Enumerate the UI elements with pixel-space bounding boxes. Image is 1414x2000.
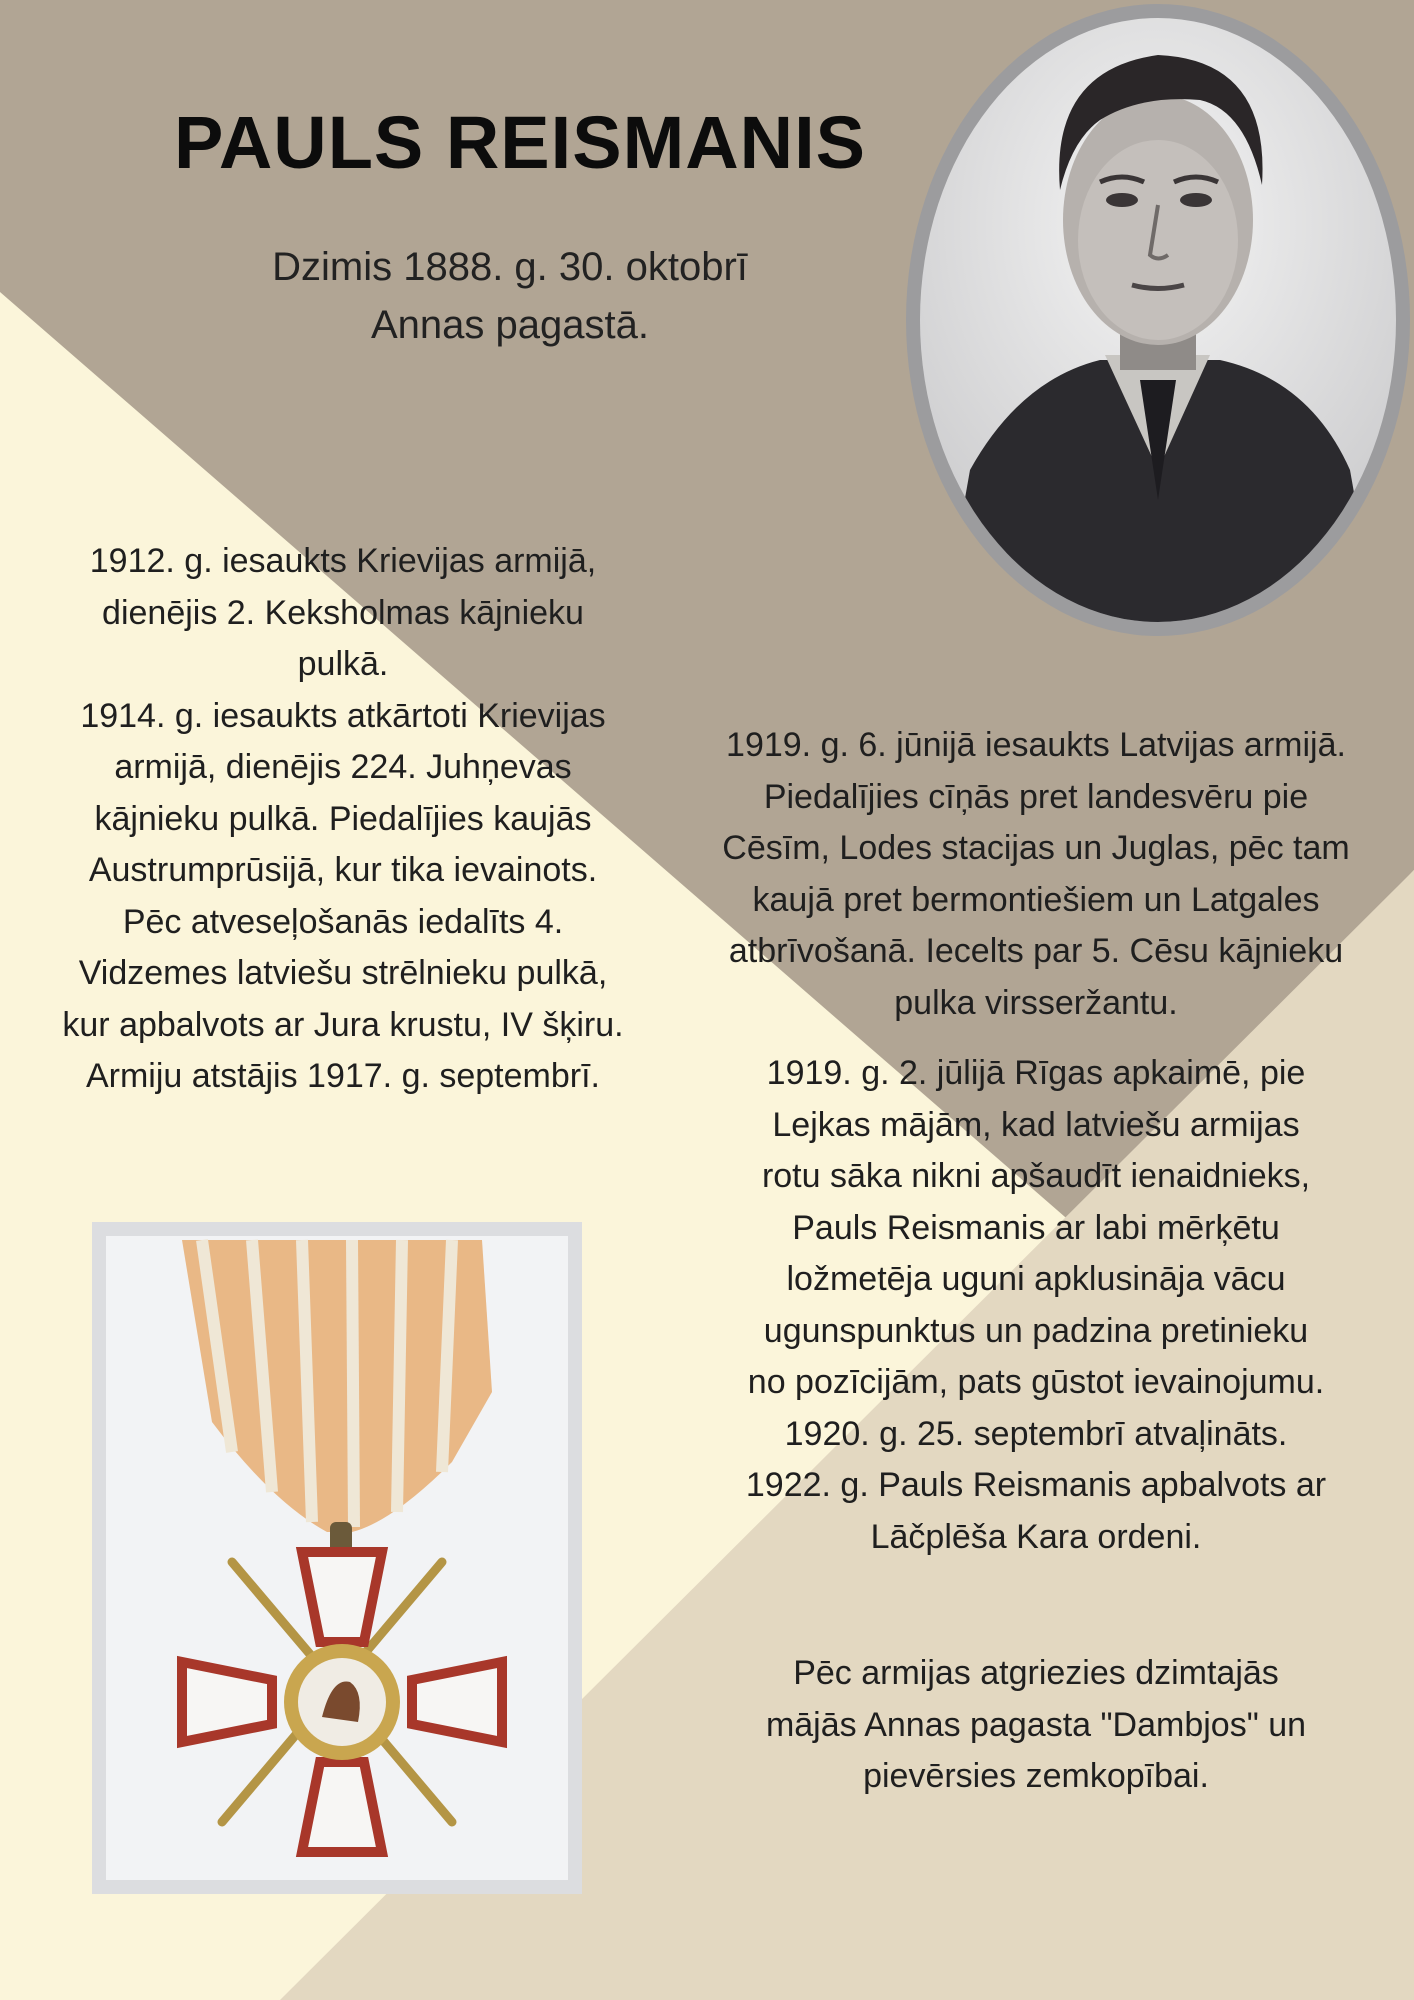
text-line: Lejkas mājām, kad latviešu armijas [772, 1105, 1300, 1144]
latvian-army-text [686, 720, 1386, 1029]
heroic-deed-text [686, 1048, 1386, 1563]
text-line: 1912. g. iesaukts Krievijas armijā, [89, 542, 597, 580]
early-service-text [18, 536, 668, 1103]
text-line: Cēsīm, Lodes stacijas un Juglas, pēc tam [722, 829, 1350, 867]
text-line: Pauls Reismanis ar labi mērķētu [792, 1208, 1280, 1247]
text-line: rotu sāka nikni apšaudīt ienaidnieks, [761, 1157, 1311, 1195]
birth-line: Dzimis 1888. g. 30. oktobrī [272, 245, 748, 289]
text-line: Piedalījies cīņās pret landesvēru pie [763, 777, 1309, 816]
text-line: Pēc armijas atgriezies dzimtajās [793, 1654, 1279, 1692]
text-line: kaujā pret bermontiešiem un Latgales [752, 880, 1320, 919]
text-line: Austrumprūsijā, kur tika ievainots. [88, 851, 598, 889]
text-line: 1919. g. 6. jūnijā iesaukts Latvijas armijā. [726, 726, 1346, 764]
text-line: Pēc atveseļošanās iedalīts 4. [122, 902, 564, 941]
birth-info [160, 238, 860, 354]
text-line: kājnieku pulkā. Piedalījies kaujās [94, 799, 592, 838]
after-army-text [686, 1648, 1386, 1803]
text-line: Armiju atstājis 1917. g. septembrī. [85, 1057, 600, 1095]
text-line: dienējis 2. Keksholmas kājnieku [102, 593, 584, 632]
text-line: 1919. g. 2. jūlijā Rīgas apkaimē, pie [766, 1054, 1306, 1092]
text-line: pulka virsseržantu. [894, 983, 1178, 1022]
page-title: PAULS REISMANIS [173, 101, 867, 184]
text-line: 1922. g. Pauls Reismanis apbalvots ar [745, 1466, 1327, 1504]
text-line: no pozīcijām, pats gūstot ievainojumu. [747, 1363, 1325, 1401]
medal-photo [92, 1222, 582, 1894]
text-line: kur apbalvots ar Jura krustu, IV šķiru. [62, 1005, 624, 1044]
text-line: atbrīvošanā. Iecelts par 5. Cēsu kājnieku [728, 932, 1344, 970]
text-line: 1914. g. iesaukts atkārtoti Krievijas [80, 696, 606, 735]
text-line: 1920. g. 25. septembrī atvaļināts. [784, 1414, 1288, 1453]
birth-line: Annas pagastā. [371, 303, 649, 347]
text-line: Lāčplēša Kara ordeni. [870, 1517, 1202, 1556]
text-line: ugunspunktus un padzina pretinieku [763, 1311, 1309, 1350]
text-line: armijā, dienējis 224. Juhņevas [114, 748, 572, 786]
text-line: pievērsies zemkopībai. [863, 1757, 1209, 1795]
text-line: pulkā. [297, 645, 389, 683]
text-line: mājās Annas pagasta "Dambjos" un [765, 1705, 1307, 1744]
portrait-photo [900, 0, 1414, 640]
text-line: ložmetēja uguni apklusināja vācu [786, 1260, 1286, 1298]
text-line: Vidzemes latviešu strēlnieku pulkā, [78, 954, 608, 992]
